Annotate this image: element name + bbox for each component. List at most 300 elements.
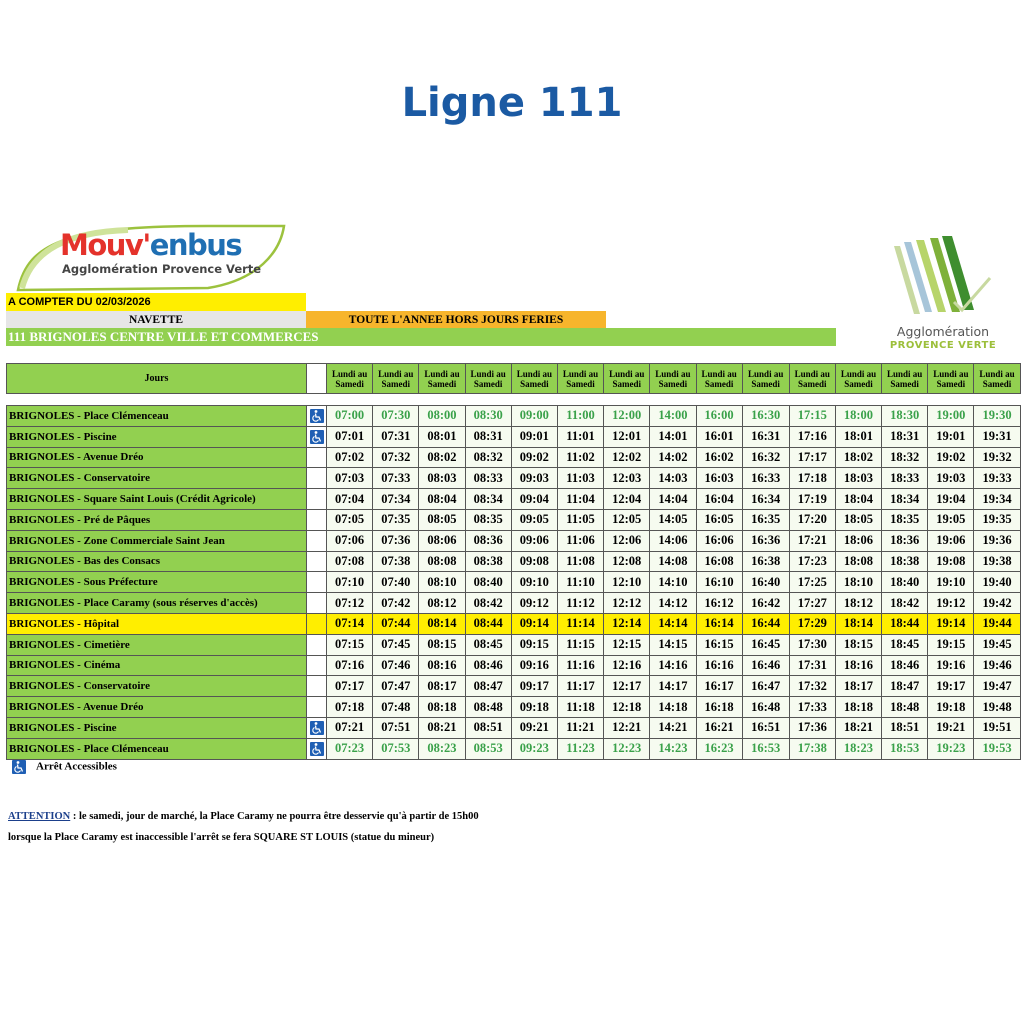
departure-time: 18:33 (882, 468, 928, 489)
day-header: Lundi au Samedi (928, 364, 974, 394)
spacer-cell (835, 394, 881, 406)
departure-time: 16:06 (696, 530, 742, 551)
departure-time: 07:46 (373, 655, 419, 676)
table-row (7, 426, 1021, 447)
spacer-cell (373, 394, 419, 406)
departure-time: 16:00 (696, 406, 742, 427)
departure-time: 16:31 (742, 426, 789, 447)
departure-time: 12:18 (604, 697, 650, 718)
accessibility-cell (307, 468, 327, 489)
departure-time: 14:10 (650, 572, 696, 593)
departure-time: 16:32 (742, 447, 789, 468)
departure-time: 14:16 (650, 655, 696, 676)
departure-time: 16:03 (696, 468, 742, 489)
departure-time: 19:44 (974, 613, 1020, 634)
departure-time: 18:14 (835, 613, 881, 634)
accessibility-cell (307, 406, 327, 427)
attention-note (8, 811, 479, 822)
departure-time: 09:00 (511, 406, 557, 427)
spacer-cell (465, 394, 511, 406)
departure-time: 08:36 (465, 530, 511, 551)
stop-name: BRIGNOLES - Hôpital (7, 613, 307, 634)
departure-time: 08:48 (465, 697, 511, 718)
stop-name: BRIGNOLES - Conservatoire (7, 676, 307, 697)
accessibility-cell (307, 697, 327, 718)
departure-time: 19:17 (928, 676, 974, 697)
departure-time: 11:23 (557, 738, 603, 759)
departure-time: 08:33 (465, 468, 511, 489)
table-row (7, 717, 1021, 738)
departure-time: 12:10 (604, 572, 650, 593)
departure-time: 16:51 (742, 717, 789, 738)
departure-time: 17:16 (789, 426, 835, 447)
departure-time: 07:06 (327, 530, 373, 551)
departure-time: 14:12 (650, 593, 696, 614)
departure-time: 09:23 (511, 738, 557, 759)
departure-time: 08:05 (419, 509, 465, 530)
departure-time: 08:42 (465, 593, 511, 614)
spacer-cell (742, 394, 789, 406)
table-row (7, 655, 1021, 676)
departure-time: 19:00 (928, 406, 974, 427)
agglo-region: PROVENCE VERTE (889, 340, 997, 351)
departure-time: 19:42 (974, 593, 1020, 614)
departure-time: 18:30 (882, 406, 928, 427)
stop-name: BRIGNOLES - Cinéma (7, 655, 307, 676)
departure-time: 12:02 (604, 447, 650, 468)
departure-time: 19:36 (974, 530, 1020, 551)
departure-time: 07:44 (373, 613, 419, 634)
departure-time: 19:53 (974, 738, 1020, 759)
departure-time: 19:45 (974, 634, 1020, 655)
day-header: Lundi au Samedi (742, 364, 789, 394)
mouvenbus-logo (8, 222, 298, 294)
departure-time: 11:04 (557, 489, 603, 510)
departure-time: 14:05 (650, 509, 696, 530)
stop-name: BRIGNOLES - Square Saint Louis (Crédit Agricole) (7, 489, 307, 510)
departure-time: 11:10 (557, 572, 603, 593)
service-period: TOUTE L'ANNEE HORS JOURS FERIES (306, 311, 606, 328)
day-header: Lundi au Samedi (511, 364, 557, 394)
departure-time: 16:15 (696, 634, 742, 655)
stop-name: BRIGNOLES - Place Clémenceau (7, 738, 307, 759)
departure-time: 09:17 (511, 676, 557, 697)
departure-time: 11:21 (557, 717, 603, 738)
departure-time: 16:40 (742, 572, 789, 593)
spacer-cell (511, 394, 557, 406)
table-row (7, 738, 1021, 759)
departure-time: 07:12 (327, 593, 373, 614)
departure-time: 19:03 (928, 468, 974, 489)
departure-time: 19:34 (974, 489, 1020, 510)
departure-time: 11:16 (557, 655, 603, 676)
accessibility-cell (307, 593, 327, 614)
departure-time: 17:30 (789, 634, 835, 655)
departure-time: 12:12 (604, 593, 650, 614)
departure-time: 17:15 (789, 406, 835, 427)
departure-time: 07:51 (373, 717, 419, 738)
departure-time: 07:38 (373, 551, 419, 572)
departure-time: 09:10 (511, 572, 557, 593)
departure-time: 07:34 (373, 489, 419, 510)
service-type: NAVETTE (6, 311, 306, 328)
spacer-cell (696, 394, 742, 406)
departure-time: 18:44 (882, 613, 928, 634)
page-title: Ligne 111 (401, 80, 623, 126)
table-row (7, 551, 1021, 572)
departure-time: 11:01 (557, 426, 603, 447)
departure-time: 12:17 (604, 676, 650, 697)
departure-time: 07:14 (327, 613, 373, 634)
caramy-note: lorsque la Place Caramy est inaccessible l'arrêt se fera SQUARE ST LOUIS (statue du mineur) (8, 832, 435, 843)
departure-time: 17:17 (789, 447, 835, 468)
table-row (7, 530, 1021, 551)
departure-time: 19:30 (974, 406, 1020, 427)
departure-time: 12:04 (604, 489, 650, 510)
wheelchair-icon (310, 721, 324, 735)
departure-time: 14:18 (650, 697, 696, 718)
departure-time: 14:06 (650, 530, 696, 551)
departure-time: 19:06 (928, 530, 974, 551)
departure-time: 18:16 (835, 655, 881, 676)
table-row (7, 613, 1021, 634)
departure-time: 09:14 (511, 613, 557, 634)
spacer-cell (882, 394, 928, 406)
departure-time: 17:20 (789, 509, 835, 530)
validity-date: A COMPTER DU 02/03/2026 (6, 293, 306, 311)
departure-time: 19:21 (928, 717, 974, 738)
departure-time: 19:32 (974, 447, 1020, 468)
day-header: Lundi au Samedi (835, 364, 881, 394)
departure-time: 09:04 (511, 489, 557, 510)
day-header: Lundi au Samedi (557, 364, 603, 394)
departure-time: 14:01 (650, 426, 696, 447)
departure-time: 11:03 (557, 468, 603, 489)
departure-time: 09:03 (511, 468, 557, 489)
departure-time: 09:01 (511, 426, 557, 447)
departure-time: 11:12 (557, 593, 603, 614)
accessibility-cell (307, 676, 327, 697)
departure-time: 18:04 (835, 489, 881, 510)
departure-time: 14:03 (650, 468, 696, 489)
departure-time: 08:40 (465, 572, 511, 593)
departure-time: 08:08 (419, 551, 465, 572)
accessibility-cell (307, 447, 327, 468)
departure-time: 08:21 (419, 717, 465, 738)
departure-time: 07:01 (327, 426, 373, 447)
wheelchair-icon (310, 742, 324, 756)
departure-time: 18:34 (882, 489, 928, 510)
departure-time: 08:30 (465, 406, 511, 427)
departure-time: 12:06 (604, 530, 650, 551)
departure-time: 19:10 (928, 572, 974, 593)
stop-name: BRIGNOLES - Piscine (7, 426, 307, 447)
departure-time: 18:35 (882, 509, 928, 530)
departure-time: 17:25 (789, 572, 835, 593)
departure-time: 08:02 (419, 447, 465, 468)
stop-name: BRIGNOLES - Avenue Dréo (7, 697, 307, 718)
departure-time: 18:12 (835, 593, 881, 614)
accessibility-cell (307, 717, 327, 738)
day-header: Lundi au Samedi (650, 364, 696, 394)
departure-time: 16:46 (742, 655, 789, 676)
departure-time: 08:01 (419, 426, 465, 447)
attention-label: ATTENTION (8, 811, 71, 822)
table-row (7, 489, 1021, 510)
departure-time: 18:40 (882, 572, 928, 593)
departure-time: 08:04 (419, 489, 465, 510)
departure-time: 07:18 (327, 697, 373, 718)
departure-time: 18:00 (835, 406, 881, 427)
departure-time: 18:42 (882, 593, 928, 614)
agglomeration-logo (880, 232, 1010, 354)
stop-name: BRIGNOLES - Sous Préfecture (7, 572, 307, 593)
departure-time: 14:14 (650, 613, 696, 634)
departure-time: 16:23 (696, 738, 742, 759)
departure-time: 18:21 (835, 717, 881, 738)
departure-time: 16:38 (742, 551, 789, 572)
departure-time: 18:01 (835, 426, 881, 447)
departure-time: 08:00 (419, 406, 465, 427)
day-header: Lundi au Samedi (696, 364, 742, 394)
departure-time: 18:18 (835, 697, 881, 718)
departure-time: 17:23 (789, 551, 835, 572)
departure-time: 19:47 (974, 676, 1020, 697)
departure-time: 19:12 (928, 593, 974, 614)
departure-time: 07:48 (373, 697, 419, 718)
departure-time: 16:47 (742, 676, 789, 697)
departure-time: 14:15 (650, 634, 696, 655)
departure-time: 07:35 (373, 509, 419, 530)
departure-time: 09:02 (511, 447, 557, 468)
departure-time: 16:44 (742, 613, 789, 634)
spacer-cell (650, 394, 696, 406)
departure-time: 07:02 (327, 447, 373, 468)
departure-time: 16:48 (742, 697, 789, 718)
stop-name: BRIGNOLES - Zone Commerciale Saint Jean (7, 530, 307, 551)
departure-time: 12:00 (604, 406, 650, 427)
departure-time: 07:04 (327, 489, 373, 510)
departure-time: 07:47 (373, 676, 419, 697)
departure-time: 18:23 (835, 738, 881, 759)
departure-time: 14:23 (650, 738, 696, 759)
departure-time: 18:45 (882, 634, 928, 655)
departure-time: 16:30 (742, 406, 789, 427)
departure-time: 12:21 (604, 717, 650, 738)
departure-time: 08:23 (419, 738, 465, 759)
stop-name: BRIGNOLES - Pré de Pâques (7, 509, 307, 530)
departure-time: 12:15 (604, 634, 650, 655)
attention-text: : le samedi, jour de marché, la Place Caramy ne pourra être desservie qu'à partir de 15h00 (70, 811, 479, 822)
departure-time: 09:21 (511, 717, 557, 738)
departure-time: 07:33 (373, 468, 419, 489)
day-header: Lundi au Samedi (974, 364, 1020, 394)
departure-time: 16:17 (696, 676, 742, 697)
departure-time: 08:10 (419, 572, 465, 593)
departure-time: 19:08 (928, 551, 974, 572)
wheelchair-icon (12, 760, 26, 774)
departure-time: 07:40 (373, 572, 419, 593)
departure-time: 07:08 (327, 551, 373, 572)
departure-time: 07:31 (373, 426, 419, 447)
departure-time: 09:06 (511, 530, 557, 551)
departure-time: 17:32 (789, 676, 835, 697)
spacer-cell (789, 394, 835, 406)
departure-time: 07:36 (373, 530, 419, 551)
wheelchair-icon (310, 430, 324, 444)
timetable (6, 363, 1021, 760)
departure-time: 18:10 (835, 572, 881, 593)
departure-time: 07:32 (373, 447, 419, 468)
departure-time: 08:38 (465, 551, 511, 572)
spacer-cell (928, 394, 974, 406)
departure-time: 19:23 (928, 738, 974, 759)
departure-time: 12:01 (604, 426, 650, 447)
departure-time: 08:47 (465, 676, 511, 697)
departure-time: 18:15 (835, 634, 881, 655)
departure-time: 11:05 (557, 509, 603, 530)
departure-time: 16:08 (696, 551, 742, 572)
departure-time: 16:16 (696, 655, 742, 676)
departure-time: 07:00 (327, 406, 373, 427)
departure-time: 08:31 (465, 426, 511, 447)
departure-time: 09:18 (511, 697, 557, 718)
departure-time: 08:18 (419, 697, 465, 718)
departure-time: 17:21 (789, 530, 835, 551)
day-header: Lundi au Samedi (373, 364, 419, 394)
departure-time: 17:31 (789, 655, 835, 676)
mouvenbus-subtitle: Agglomération Provence Verte (62, 262, 262, 276)
departure-time: 17:27 (789, 593, 835, 614)
departure-time: 11:06 (557, 530, 603, 551)
departure-time: 12:03 (604, 468, 650, 489)
table-row (7, 509, 1021, 530)
departure-time: 07:17 (327, 676, 373, 697)
departure-time: 14:21 (650, 717, 696, 738)
spacer-cell (7, 394, 307, 406)
legend-text: Arrêt Accessibles (36, 760, 117, 773)
departure-time: 16:12 (696, 593, 742, 614)
departure-time: 08:53 (465, 738, 511, 759)
stop-name: BRIGNOLES - Conservatoire (7, 468, 307, 489)
departure-time: 14:04 (650, 489, 696, 510)
spacer-cell (307, 394, 327, 406)
departure-time: 08:12 (419, 593, 465, 614)
accessibility-cell (307, 655, 327, 676)
departure-time: 18:46 (882, 655, 928, 676)
departure-time: 18:03 (835, 468, 881, 489)
departure-time: 12:23 (604, 738, 650, 759)
departure-time: 19:48 (974, 697, 1020, 718)
jours-header: Jours (7, 364, 307, 394)
day-header: Lundi au Samedi (789, 364, 835, 394)
departure-time: 18:36 (882, 530, 928, 551)
spacer-cell (557, 394, 603, 406)
departure-time: 16:21 (696, 717, 742, 738)
day-header: Lundi au Samedi (604, 364, 650, 394)
departure-time: 16:34 (742, 489, 789, 510)
departure-time: 19:51 (974, 717, 1020, 738)
accessibility-cell (307, 738, 327, 759)
departure-time: 19:05 (928, 509, 974, 530)
departure-time: 14:17 (650, 676, 696, 697)
departure-time: 09:05 (511, 509, 557, 530)
departure-time: 19:15 (928, 634, 974, 655)
departure-time: 19:35 (974, 509, 1020, 530)
accessibility-cell (307, 426, 327, 447)
departure-time: 19:04 (928, 489, 974, 510)
day-header: Lundi au Samedi (882, 364, 928, 394)
departure-time: 16:01 (696, 426, 742, 447)
timetable-header (7, 364, 1021, 394)
departure-time: 16:35 (742, 509, 789, 530)
accessibility-cell (307, 613, 327, 634)
departure-time: 16:36 (742, 530, 789, 551)
day-header: Lundi au Samedi (465, 364, 511, 394)
departure-time: 19:33 (974, 468, 1020, 489)
departure-time: 11:02 (557, 447, 603, 468)
departure-time: 16:14 (696, 613, 742, 634)
departure-time: 19:14 (928, 613, 974, 634)
accessibility-cell (307, 634, 327, 655)
departure-time: 18:05 (835, 509, 881, 530)
departure-time: 18:51 (882, 717, 928, 738)
departure-time: 17:19 (789, 489, 835, 510)
accessibility-header (307, 364, 327, 394)
departure-time: 12:16 (604, 655, 650, 676)
departure-time: 18:31 (882, 426, 928, 447)
table-row (7, 697, 1021, 718)
departure-time: 16:05 (696, 509, 742, 530)
departure-time: 07:53 (373, 738, 419, 759)
day-header: Lundi au Samedi (327, 364, 373, 394)
departure-time: 14:00 (650, 406, 696, 427)
departure-time: 19:18 (928, 697, 974, 718)
departure-time: 08:32 (465, 447, 511, 468)
departure-time: 11:18 (557, 697, 603, 718)
departure-time: 16:18 (696, 697, 742, 718)
agglo-name: Agglomération (896, 324, 990, 339)
departure-time: 08:51 (465, 717, 511, 738)
departure-time: 08:46 (465, 655, 511, 676)
departure-time: 08:16 (419, 655, 465, 676)
spacer-cell (327, 394, 373, 406)
departure-time: 19:40 (974, 572, 1020, 593)
mouvenbus-wordmark: Mouv'enbus (60, 228, 242, 262)
departure-time: 18:48 (882, 697, 928, 718)
departure-time: 19:01 (928, 426, 974, 447)
departure-time: 07:23 (327, 738, 373, 759)
departure-time: 17:18 (789, 468, 835, 489)
departure-time: 08:06 (419, 530, 465, 551)
accessibility-cell (307, 509, 327, 530)
departure-time: 16:33 (742, 468, 789, 489)
departure-time: 18:02 (835, 447, 881, 468)
departure-time: 18:47 (882, 676, 928, 697)
stop-name: BRIGNOLES - Avenue Dréo (7, 447, 307, 468)
spacer-cell (419, 394, 465, 406)
departure-time: 07:10 (327, 572, 373, 593)
departure-time: 07:05 (327, 509, 373, 530)
departure-time: 12:08 (604, 551, 650, 572)
wheelchair-icon (310, 409, 324, 423)
accessibility-cell (307, 489, 327, 510)
stop-name: BRIGNOLES - Place Clémenceau (7, 406, 307, 427)
departure-time: 18:17 (835, 676, 881, 697)
spacer-cell (974, 394, 1020, 406)
departure-time: 07:16 (327, 655, 373, 676)
departure-time: 11:00 (557, 406, 603, 427)
